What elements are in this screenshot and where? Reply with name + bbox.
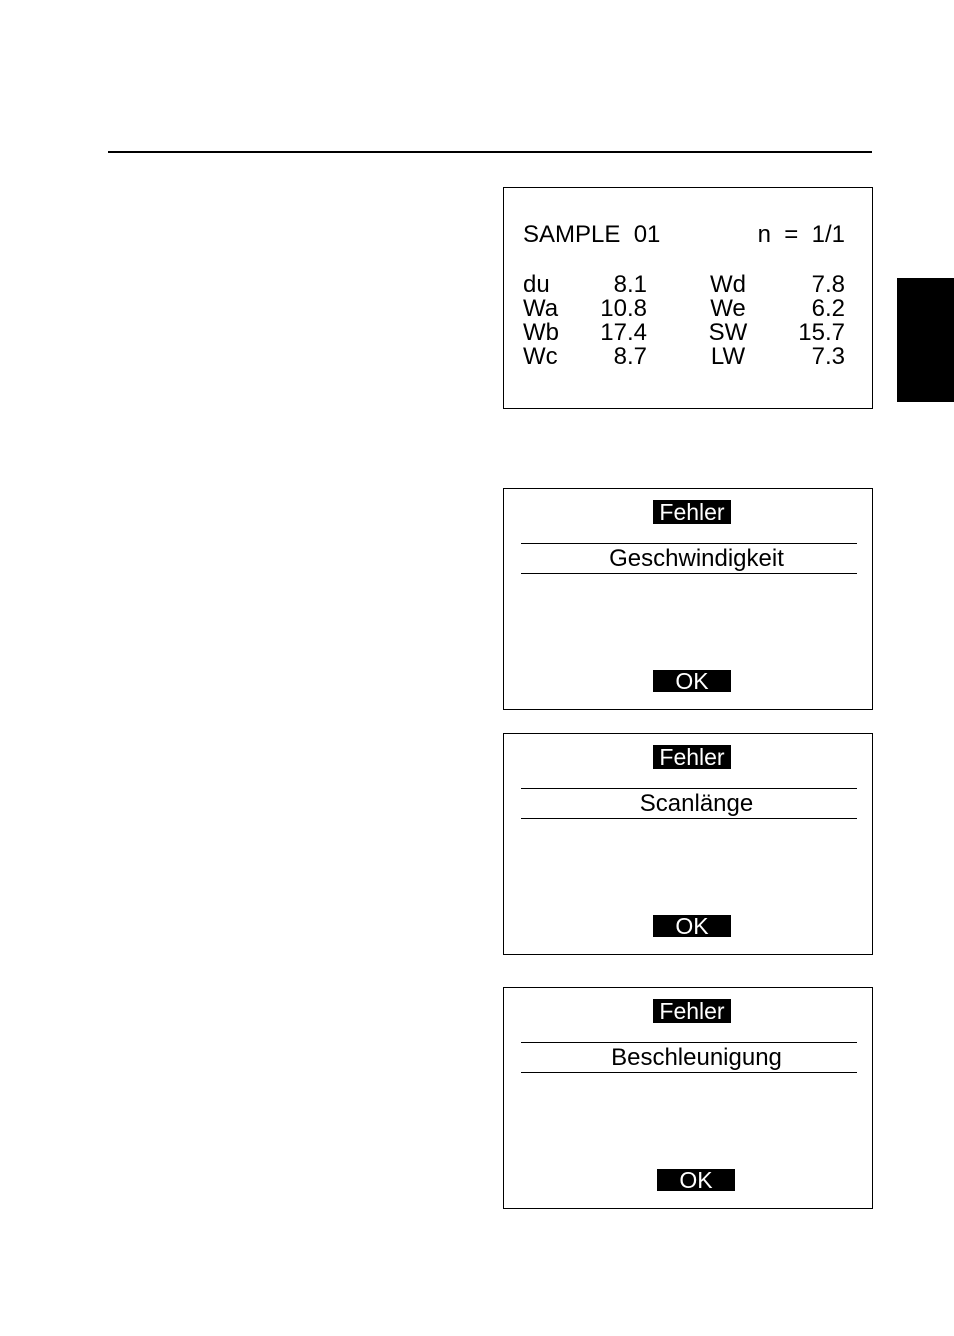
result-label: Wa	[523, 295, 559, 322]
divider	[521, 573, 857, 574]
result-label: Wd	[710, 271, 746, 298]
result-label: LW	[710, 343, 746, 370]
ok-button[interactable]: OK	[657, 1169, 735, 1191]
error-title: Fehler	[653, 745, 731, 769]
error-title: Fehler	[653, 500, 731, 524]
result-value: 10.8	[600, 295, 647, 322]
sample-results-screen	[503, 187, 873, 409]
chapter-tab-marker	[897, 278, 954, 402]
result-label: SW	[708, 319, 748, 346]
result-label: We	[710, 295, 746, 322]
ok-button[interactable]: OK	[653, 915, 731, 937]
result-label: Wc	[523, 343, 558, 370]
divider	[521, 543, 857, 544]
result-label: du	[523, 271, 550, 298]
result-value: 7.8	[811, 271, 845, 298]
result-value: 17.4	[600, 319, 647, 346]
sample-count: n = 1/1	[757, 221, 845, 248]
error-title: Fehler	[653, 999, 731, 1023]
result-value: 8.7	[613, 343, 647, 370]
sample-label: SAMPLE 01	[523, 221, 661, 248]
divider	[521, 818, 857, 819]
divider	[521, 788, 857, 789]
result-label: Wb	[523, 319, 559, 346]
divider	[521, 1072, 857, 1073]
divider	[521, 1042, 857, 1043]
result-value: 6.2	[811, 295, 845, 322]
header-rule	[108, 151, 872, 153]
error-screen-acceleration	[503, 987, 873, 1209]
error-message: Scanlänge	[639, 790, 754, 817]
ok-button[interactable]: OK	[653, 670, 731, 692]
result-value: 8.1	[613, 271, 647, 298]
result-value: 7.3	[811, 343, 845, 370]
error-screen-speed	[503, 488, 873, 710]
result-value: 15.7	[798, 319, 845, 346]
error-message: Geschwindigkeit	[609, 545, 784, 572]
error-message: Beschleunigung	[611, 1044, 782, 1071]
error-screen-scan-length	[503, 733, 873, 955]
